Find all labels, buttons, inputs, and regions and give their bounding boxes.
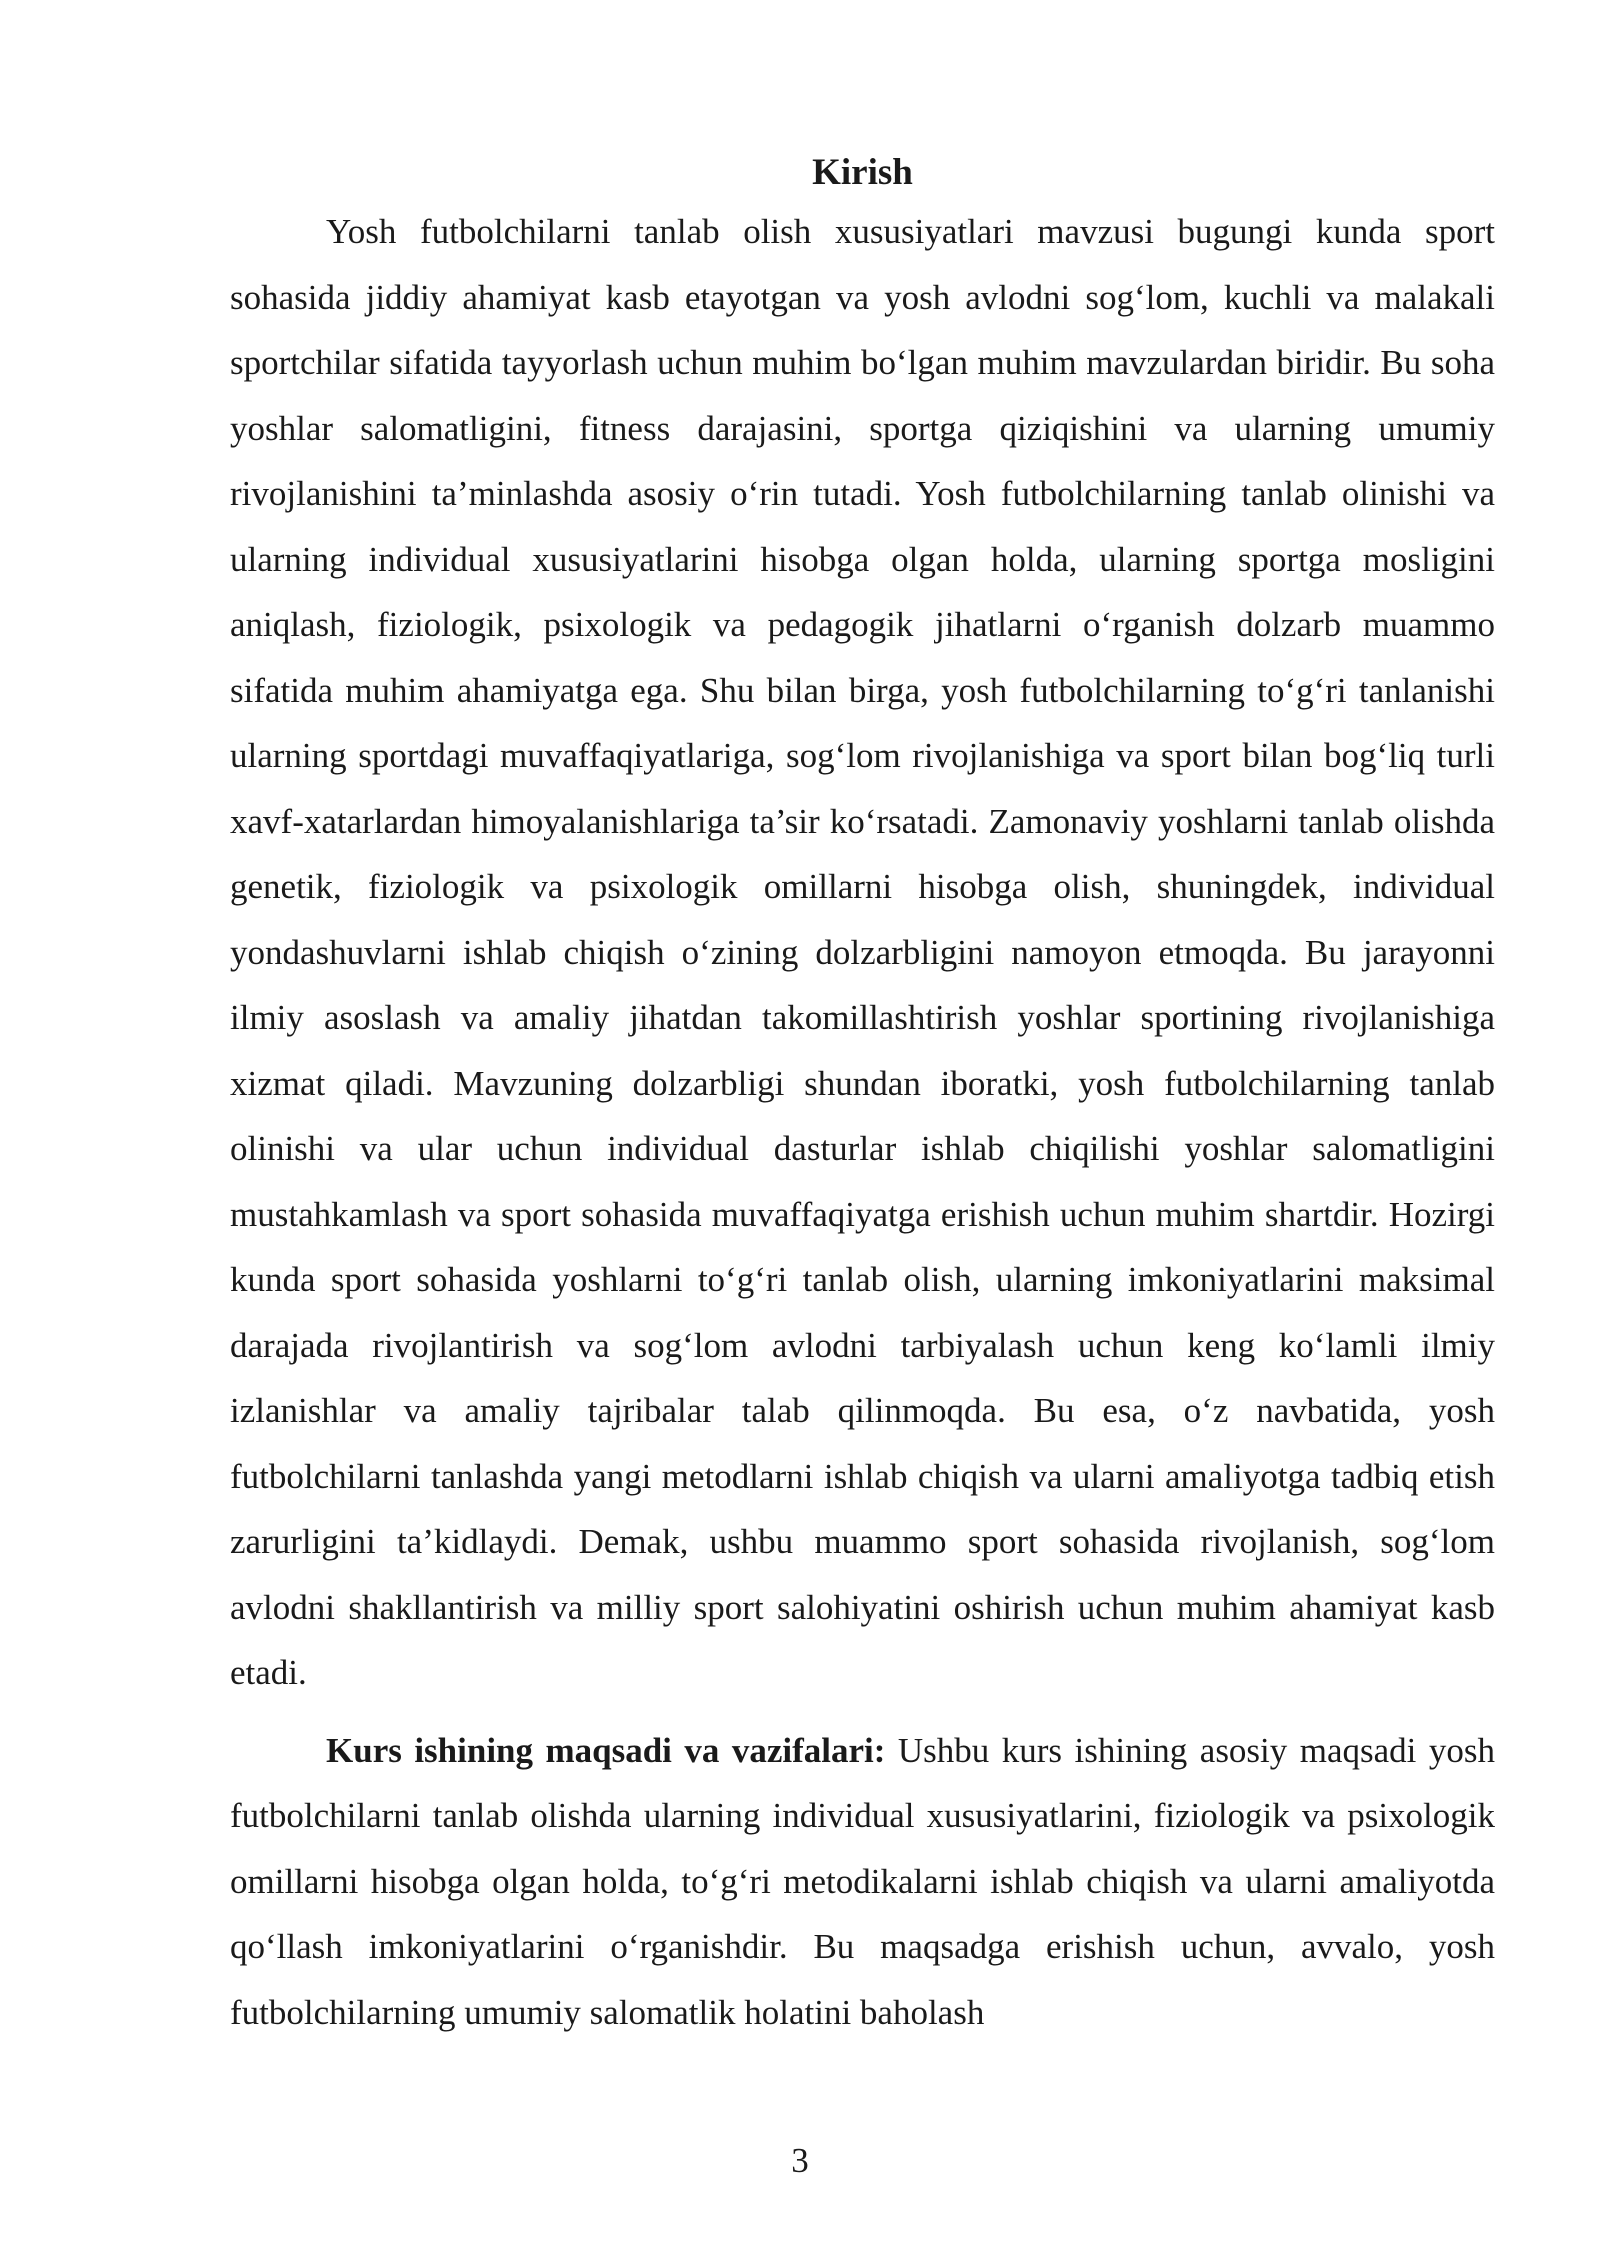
document-page — [230, 150, 1495, 2045]
goals-paragraph-label: Kurs ishining maqsadi va vazifalari: — [326, 1730, 886, 1770]
section-heading: Kirish — [812, 152, 913, 193]
goals-paragraph-body: Ushbu kurs ishining asosiy maqsadi yosh futbolchilarni tanlab olishda ularning individual xususiyatlarini, fiziologik va psixologik omillarni hisobga olgan holda, to‘g‘ri metodikalarni ishlab chiqish va ularni amaliyotda qo‘llash imkoniyatlarini o‘rganishdir. Bu maqsadga erishish uchun, avvalo, yosh futbolchilarning umumiy salomatlik holatini baholash — [230, 1730, 1495, 2032]
page-number: 3 — [791, 2141, 809, 2180]
intro-paragraph: Yosh futbolchilarni tanlab olish xususiyatlari mavzusi bugungi kunda sport sohasida jiddiy ahamiyat kasb etayotgan va yosh avlodni sog‘lom, kuchli va malakali sportchilar sifatida tayyorlash uchun muhim bo‘lgan muhim mavzulardan biridir. Bu soha yoshlar salomatligini, fitness darajasini, sportga qiziqishini va ularning umumiy rivojlanishini ta’minlashda asosiy o‘rin tutadi. Yosh futbolchilarning tanlab olinishi va ularning individual xususiyatlarini hisobga olgan holda, ularning sportga mosligini aniqlash, fiziologik, psixologik va pedagogik jihatlarni o‘rganish dolzarb muammo sifatida muhim ahamiyatga ega. Shu bilan birga, yosh futbolchilarning to‘g‘ri tanlanishi ularning sportdagi muvaffaqiyatlariga, sog‘lom rivojlanishiga va sport bilan bog‘liq turli xavf-xatarlardan himoyalanishlariga ta’sir ko‘rsatadi. Zamonaviy yoshlarni tanlab olishda genetik, fiziologik va psixologik omillarni hisobga olish, shuningdek, individual yondashuvlarni ishlab chiqish o‘zining dolzarbligini namoyon etmoqda. Bu jarayonni ilmiy asoslash va amaliy jihatdan takomillashtirish yoshlar sportining rivojlanishiga xizmat qiladi. Mavzuning dolzarbligi shundan iboratki, yosh futbolchilarning tanlab olinishi va ular uchun individual dasturlar ishlab chiqilishi yoshlar salomatligini mustahkamlash va sport sohasida muvaffaqiyatga erishish uchun muhim shartdir. Hozirgi kunda sport sohasida yoshlarni to‘g‘ri tanlab olish, ularning imkoniyatlarini maksimal darajada rivojlantirish va sog‘lom avlodni tarbiyalash uchun keng ko‘lamli ilmiy izlanishlar va amaliy tajribalar talab qilinmoqda. Bu esa, o‘z navbatida, yosh futbolchilarni tanlashda yangi metodlarni ishlab chiqish va ularni amaliyotga tadbiq etish zarurligini ta’kidlaydi. Demak, ushbu muammo sport sohasida rivojlanish, sog‘lom avlodni shakllantirish va milliy sport salohiyatini oshirish uchun muhim ahamiyat kasb etadi. — [230, 212, 1495, 1692]
goals-paragraph — [230, 1718, 1495, 2046]
